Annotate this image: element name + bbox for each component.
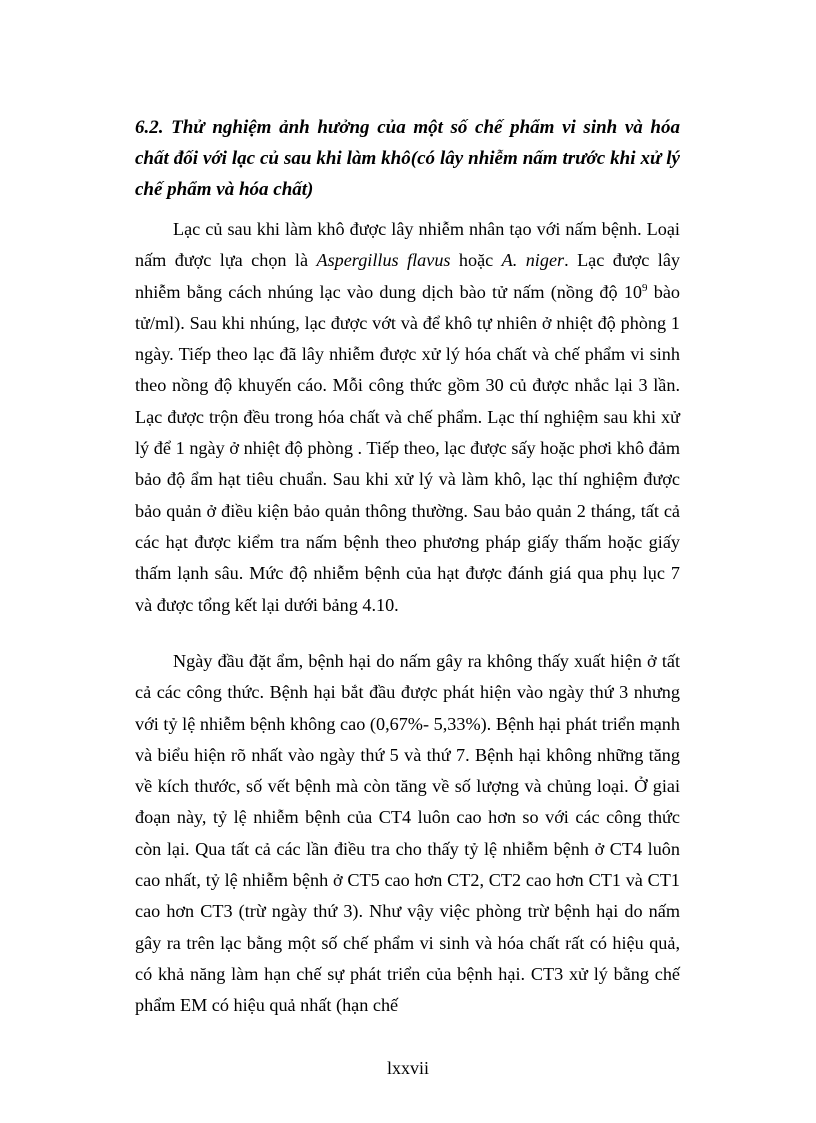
section-heading: 6.2. Thử nghiệm ảnh hưởng của một số chế phẩm vi sinh và hóa chất đối với lạc củ sau khi làm khô(có lây nhiễm nấm trước khi xử lý chế phẩm và hóa chất) (135, 117, 680, 200)
body-paragraph-2: Ngày đầu đặt ẩm, bệnh hại do nấm gây ra không thấy xuất hiện ở tất cả các công thức. Bệnh hại bắt đầu được phát hiện vào ngày thứ 3 nhưng với tỷ lệ nhiễm bệnh không cao (0,67%- 5,33%). Bệnh hại phát triển mạnh và biểu hiện rõ nhất vào ngày thứ 5 và thứ 7. Bệnh hại không những tăng về kích thước, số vết bệnh mà còn tăng về số lượng và chủng loại. Ở giai đoạn này, tỷ lệ nhiễm bệnh của CT4 luôn cao hơn so với các công thức còn lại. Qua tất cả các lần điều tra cho thấy tỷ lệ nhiễm bệnh ở CT4 luôn cao nhất, tỷ lệ nhiễm bệnh ở CT5 cao hơn CT2, CT2 cao hơn CT1 và CT1 cao hơn CT3 (trừ ngày thứ 3). Như vậy việc phòng trừ bệnh hại do nấm gây ra trên lạc bằng một số chế phẩm vi sinh và hóa chất rất có hiệu quả, có khả năng làm hạn chế sự phát triển của bệnh hại. CT3 xử lý bằng chế phẩm EM có hiệu quả nhất (hạn chế (135, 651, 680, 1016)
species-name-aspergillus-flavus: Aspergillus flavus (316, 250, 451, 271)
body-paragraph-1 (135, 214, 680, 621)
paragraph-1-text-c: . Lạc được lây nhiễm bằng cách nhúng lạc vào dung dịch bào tử nấm (nồng độ 10 (135, 250, 680, 302)
concentration-exponent: 9 (642, 281, 648, 294)
paragraph-1-text-d: bào tử/ml). Sau khi nhúng, lạc được vớt và để khô tự nhiên ở nhiệt độ phòng 1 ngày. Tiếp theo lạc đã lây nhiễm được xử lý hóa chất và chế phẩm vi sinh theo nồng độ khuyến cáo. Mỗi công thức gồm 30 củ được nhắc lại 3 lần. Lạc được trộn đều trong hóa chất và chế phẩm. Lạc thí nghiệm sau khi xử lý để 1 ngày ở nhiệt độ phòng . Tiếp theo, lạc được sấy hoặc phơi khô đảm bảo độ ẩm hạt tiêu chuẩn. Sau khi xử lý và làm khô, lạc thí nghiệm được bảo quản ở điều kiện bảo quản thông thường. Sau bảo quản 2 tháng, tất cả các hạt được kiểm tra nấm bệnh theo phương pháp giấy thấm hoặc giấy thấm lạnh sâu. Mức độ nhiễm bệnh của hạt được đánh giá qua phụ lục 7 và được tổng kết lại dưới bảng 4.10. (135, 281, 681, 615)
paragraph-1-text-b: hoặc (450, 250, 502, 271)
species-name-a-niger: A. niger (501, 250, 565, 271)
paragraph-1-text-a: Lạc củ sau khi làm khô được lây nhiễm nhân tạo với nấm bệnh. Loại nấm được lựa chọn là (135, 219, 680, 271)
page-number: lxxvii (386, 1058, 429, 1078)
